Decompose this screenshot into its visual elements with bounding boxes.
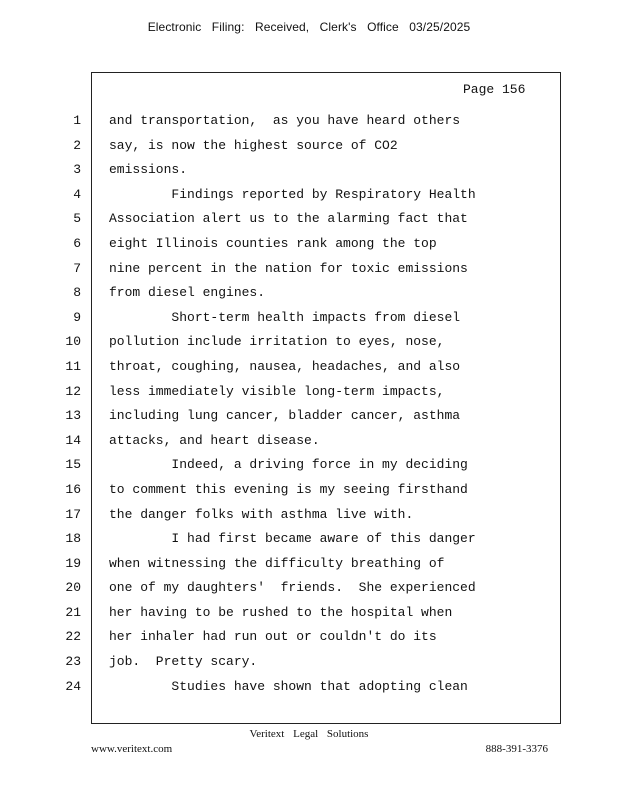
- line-text: job. Pretty scary.: [109, 654, 258, 670]
- transcript-line: [0, 260, 618, 285]
- line-text: one of my daughters' friends. She experienced: [109, 580, 476, 596]
- line-number: 21: [65, 604, 81, 620]
- line-text: Short-term health impacts from diesel: [109, 309, 461, 325]
- transcript-line: [0, 530, 618, 555]
- transcript-line: [0, 407, 618, 432]
- line-text: Indeed, a driving force in my deciding: [109, 457, 468, 473]
- line-number: 14: [65, 432, 81, 448]
- transcript-line: [0, 284, 618, 309]
- transcript-line: [0, 579, 618, 604]
- transcript-line: [0, 506, 618, 531]
- line-number: 11: [65, 358, 81, 374]
- transcript-line: [0, 210, 618, 235]
- line-number: 4: [73, 186, 81, 202]
- line-number: 5: [73, 211, 81, 227]
- line-text: attacks, and heart disease.: [109, 432, 320, 448]
- line-text: I had first became aware of this danger: [109, 531, 476, 547]
- line-text: Association alert us to the alarming fact that: [109, 211, 468, 227]
- transcript-line: [0, 112, 618, 137]
- line-number: 18: [65, 531, 81, 547]
- line-text: her having to be rushed to the hospital when: [109, 604, 453, 620]
- line-number: 3: [73, 162, 81, 178]
- line-text: from diesel engines.: [109, 285, 266, 301]
- line-text: her inhaler had run out or couldn't do its: [109, 629, 437, 645]
- line-text: throat, coughing, nausea, headaches, and also: [109, 358, 461, 374]
- line-text: say, is now the highest source of CO2: [109, 137, 398, 153]
- line-number: 13: [65, 408, 81, 424]
- transcript-line: [0, 161, 618, 186]
- transcript-line: [0, 456, 618, 481]
- line-text: Findings reported by Respiratory Health: [109, 186, 476, 202]
- line-text: and transportation, as you have heard others: [109, 113, 461, 128]
- filing-stamp: Electronic Filing: Received, Clerk's Office 03/25/2025: [147, 20, 471, 34]
- line-number: 19: [65, 555, 81, 571]
- line-number: 1: [73, 113, 81, 128]
- line-number: 15: [65, 457, 81, 473]
- line-text: eight Illinois counties rank among the top: [109, 235, 437, 251]
- transcript-line: [0, 481, 618, 506]
- transcript-line: [0, 186, 618, 211]
- line-text: including lung cancer, bladder cancer, asthma: [109, 408, 461, 424]
- line-text: pollution include irritation to eyes, nose,: [109, 334, 445, 350]
- line-number: 17: [65, 506, 81, 522]
- line-number: 24: [65, 678, 81, 694]
- line-number: 10: [65, 334, 81, 350]
- transcript-line: [0, 333, 618, 358]
- transcript-line: [0, 678, 618, 703]
- line-text: emissions.: [109, 162, 188, 178]
- transcript-body: [0, 112, 618, 702]
- line-text: the danger folks with asthma live with.: [109, 506, 414, 522]
- line-text: when witnessing the difficulty breathing of: [109, 555, 445, 571]
- line-number: 22: [65, 629, 81, 645]
- transcript-line: [0, 628, 618, 653]
- firm-website: www.veritext.com: [91, 743, 173, 755]
- transcript-line: [0, 383, 618, 408]
- line-text: less immediately visible long-term impacts,: [109, 383, 445, 399]
- transcript-line: [0, 653, 618, 678]
- line-number: 23: [65, 654, 81, 670]
- line-text: nine percent in the nation for toxic emissions: [109, 260, 468, 276]
- line-text: to comment this evening is my seeing firsthand: [109, 481, 468, 497]
- line-number: 2: [73, 137, 81, 153]
- transcript-line: [0, 432, 618, 457]
- line-number: 6: [73, 235, 81, 251]
- transcript-line: [0, 358, 618, 383]
- transcript-line: [0, 555, 618, 580]
- line-number: 20: [65, 580, 81, 596]
- firm-phone: 888-391-3376: [485, 743, 548, 755]
- transcript-line: [0, 137, 618, 162]
- line-number: 9: [73, 309, 81, 325]
- transcript-line: [0, 235, 618, 260]
- line-number: 7: [73, 260, 81, 276]
- transcript-line: [0, 604, 618, 629]
- line-number: 8: [73, 285, 81, 301]
- transcript-line: [0, 309, 618, 334]
- line-number: 12: [65, 383, 81, 399]
- page-number: Page 156: [463, 82, 526, 97]
- line-text: Studies have shown that adopting clean: [109, 678, 468, 694]
- line-number: 16: [65, 481, 81, 497]
- reporting-firm-name: Veritext Legal Solutions: [249, 728, 369, 740]
